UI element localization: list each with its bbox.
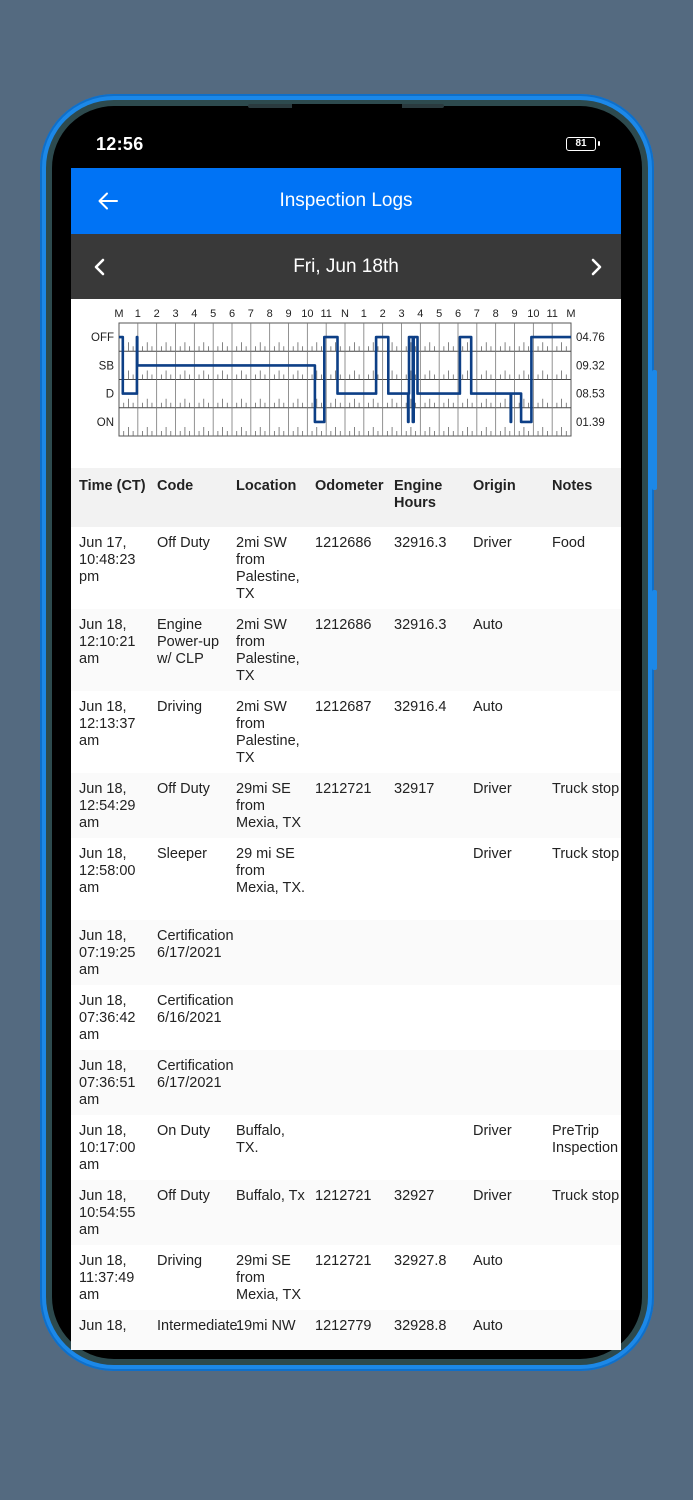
cell-time: Jun 18, 07:19:25 am	[79, 928, 136, 978]
previous-day-button[interactable]	[85, 252, 115, 282]
cell-location	[228, 928, 307, 985]
cell-odometer	[307, 846, 386, 920]
table-row[interactable]	[71, 527, 621, 609]
cell-time: Jun 18, 07:36:42 am	[79, 993, 136, 1043]
cell-location: 29 mi SE from Mexia, TX.	[236, 846, 306, 896]
back-button[interactable]	[93, 186, 123, 216]
cell-time: Jun 18,	[79, 1318, 127, 1334]
date-navigator	[71, 234, 621, 299]
status-row-total: 01.39	[576, 416, 605, 429]
table-row[interactable]	[71, 609, 621, 691]
cell-time: Jun 18, 12:54:29 am	[79, 781, 136, 831]
app-bar	[71, 168, 621, 234]
table-body	[71, 527, 621, 1350]
duty-status-graph-svg	[71, 299, 621, 468]
hour-tick-label: 9	[285, 308, 292, 320]
battery-icon	[566, 137, 596, 151]
cell-location: 2mi SW from Palestine, TX	[236, 535, 300, 602]
cell-code: Certification 6/17/2021	[157, 1058, 234, 1091]
hour-tick-label: 5	[436, 308, 443, 320]
cell-engine-hours: 32927.8	[394, 1253, 447, 1269]
status-row-label: ON	[96, 416, 114, 429]
table-row[interactable]	[71, 1050, 621, 1115]
hour-tick-label: 1	[134, 308, 141, 320]
cell-odometer: 1212779	[315, 1318, 372, 1334]
cell-odometer	[307, 1123, 386, 1180]
cell-engine-hours	[386, 846, 465, 920]
cell-odometer: 1212721	[315, 1253, 372, 1269]
cell-location	[228, 993, 307, 1050]
hour-tick-label: 5	[210, 308, 217, 320]
cell-engine-hours	[386, 928, 465, 985]
hour-tick-label: 9	[511, 308, 518, 320]
cell-code: Intermediate	[157, 1318, 238, 1334]
status-row-label: SB	[98, 360, 114, 373]
header-code: Code	[157, 478, 194, 494]
cell-odometer	[307, 928, 386, 985]
cell-notes: Food	[552, 535, 586, 551]
cell-odometer: 1212721	[315, 781, 372, 797]
hour-tick-label: 10	[301, 308, 314, 320]
header-engine-hours: Engine Hours	[394, 478, 443, 511]
page-title: Inspection Logs	[279, 190, 413, 211]
status-row-total: 08.53	[576, 388, 605, 401]
cell-notes	[544, 1318, 621, 1350]
cell-notes: Truck stop	[552, 846, 620, 862]
cell-origin: Driver	[473, 781, 512, 797]
hour-tick-label: 4	[417, 308, 424, 320]
hour-tick-label: 7	[473, 308, 480, 320]
cell-origin: Auto	[473, 699, 503, 715]
table-row[interactable]	[71, 1180, 621, 1245]
hour-tick-label: 3	[172, 308, 179, 320]
cell-time: Jun 18, 12:58:00 am	[79, 846, 136, 896]
cell-code: Off Duty	[157, 1188, 210, 1204]
hour-tick-label: 1	[360, 308, 367, 320]
header-notes: Notes	[552, 478, 593, 494]
cell-odometer: 1212721	[315, 1188, 372, 1204]
hour-tick-label: 8	[266, 308, 273, 320]
cell-notes	[544, 1253, 621, 1310]
table-row[interactable]	[71, 1245, 621, 1310]
current-date: Fri, Jun 18th	[293, 255, 399, 277]
status-row-total: 09.32	[576, 360, 605, 373]
hour-tick-label: 4	[191, 308, 198, 320]
chevron-right-icon	[586, 257, 606, 277]
cell-code: Off Duty	[157, 781, 210, 797]
cell-code: Sleeper	[157, 846, 207, 862]
cell-notes	[544, 1058, 621, 1115]
next-day-button[interactable]	[581, 252, 611, 282]
camera-notch	[292, 104, 402, 162]
hour-tick-label: M	[114, 308, 124, 320]
header-location: Location	[236, 478, 297, 494]
hour-tick-label: 6	[228, 308, 236, 320]
cell-engine-hours: 32916.3	[394, 535, 447, 551]
volume-button	[652, 370, 657, 490]
cell-odometer	[307, 1058, 386, 1115]
cell-odometer: 1212687	[315, 699, 372, 715]
cell-origin: Auto	[473, 1253, 503, 1269]
hour-tick-label: 7	[247, 308, 254, 320]
cell-origin: Auto	[473, 617, 503, 633]
hour-tick-label: 2	[153, 308, 160, 320]
cell-engine-hours: 32917	[394, 781, 435, 797]
hour-tick-label: 3	[398, 308, 405, 320]
cell-origin: Driver	[473, 1123, 512, 1139]
log-table	[71, 468, 621, 1350]
cell-notes	[544, 993, 621, 1050]
cell-origin: Driver	[473, 535, 512, 551]
cell-location: 2mi SW from Palestine, TX	[236, 617, 300, 684]
cell-notes: PreTrip Inspection	[552, 1123, 619, 1156]
cell-notes	[544, 617, 621, 691]
cell-notes: Truck stop	[552, 1188, 620, 1204]
status-row-total: 04.76	[576, 332, 605, 345]
cell-code: Driving	[157, 1253, 203, 1269]
hour-tick-label: 10	[527, 308, 540, 320]
cell-engine-hours	[386, 993, 465, 1050]
cell-time: Jun 18, 10:54:55 am	[79, 1188, 136, 1238]
cell-code: Certification 6/17/2021	[157, 928, 234, 961]
cell-notes	[544, 928, 621, 985]
cell-origin	[465, 993, 544, 1050]
cell-location: 2mi SW from Palestine, TX	[236, 699, 300, 766]
cell-engine-hours: 32928.8	[394, 1318, 447, 1334]
status-bar-time: 12:56	[96, 134, 144, 154]
cell-time: Jun 18, 11:37:49 am	[79, 1253, 135, 1303]
table-row[interactable]	[71, 838, 621, 920]
cell-origin	[465, 1058, 544, 1115]
table-row[interactable]	[71, 920, 621, 985]
cell-code: Driving	[157, 699, 203, 715]
cell-location: 29mi SE from Mexia, TX	[236, 1253, 302, 1303]
cell-engine-hours	[386, 1123, 465, 1180]
cell-engine-hours: 32916.3	[394, 617, 447, 633]
cell-location: Buffalo, Tx	[236, 1188, 305, 1204]
cell-location	[228, 1058, 307, 1115]
arrow-left-icon	[96, 189, 120, 213]
cell-notes: Truck stop	[552, 781, 620, 797]
cell-time: Jun 18, 10:17:00 am	[79, 1123, 136, 1173]
chevron-left-icon	[90, 257, 110, 277]
status-row-label: D	[105, 388, 114, 401]
cell-code: Engine Power-up w/ CLP	[157, 617, 220, 667]
hour-tick-label: M	[566, 308, 576, 320]
power-button	[652, 590, 657, 670]
cell-code: On Duty	[157, 1123, 211, 1139]
table-row[interactable]	[71, 691, 621, 773]
battery-level: 81	[575, 138, 587, 149]
header-time: Time (CT)	[79, 478, 146, 494]
hour-tick-label: 6	[454, 308, 462, 320]
hour-tick-label: 8	[492, 308, 499, 320]
table-row[interactable]	[71, 1115, 621, 1180]
table-row[interactable]	[71, 773, 621, 838]
hour-tick-label: 11	[320, 308, 332, 320]
cell-origin: Driver	[473, 846, 512, 862]
table-header-row	[71, 468, 621, 527]
header-origin: Origin	[473, 478, 516, 494]
cell-location: 29mi SE from Mexia, TX	[236, 781, 302, 831]
table-row[interactable]	[71, 985, 621, 1050]
table-row[interactable]	[71, 1310, 621, 1350]
cell-time: Jun 17, 10:48:23 pm	[79, 535, 136, 585]
cell-notes	[544, 699, 621, 773]
cell-origin: Driver	[473, 1188, 512, 1204]
hour-tick-label: 2	[379, 308, 386, 320]
cell-time: Jun 18, 12:10:21 am	[79, 617, 136, 667]
hour-tick-label: N	[341, 308, 349, 320]
cell-location: 19mi NW	[236, 1318, 296, 1334]
cell-time: Jun 18, 12:13:37 am	[79, 699, 136, 749]
cell-odometer	[307, 993, 386, 1050]
status-row-label: OFF	[91, 332, 114, 345]
cell-code: Off Duty	[157, 535, 210, 551]
duty-status-graph	[71, 299, 621, 468]
cell-origin: Auto	[473, 1318, 503, 1334]
cell-origin	[465, 928, 544, 985]
cell-code: Certification 6/16/2021	[157, 993, 234, 1026]
app-screen	[71, 168, 621, 1334]
cell-time: Jun 18, 07:36:51 am	[79, 1058, 136, 1108]
cell-location: Buffalo, TX.	[236, 1123, 285, 1156]
header-odometer: Odometer	[315, 478, 384, 494]
cell-engine-hours	[386, 1058, 465, 1115]
cell-engine-hours: 32916.4	[394, 699, 447, 715]
cell-odometer: 1212686	[315, 617, 372, 633]
hour-tick-label: 11	[546, 308, 558, 320]
cell-odometer: 1212686	[315, 535, 372, 551]
cell-engine-hours: 32927	[394, 1188, 435, 1204]
